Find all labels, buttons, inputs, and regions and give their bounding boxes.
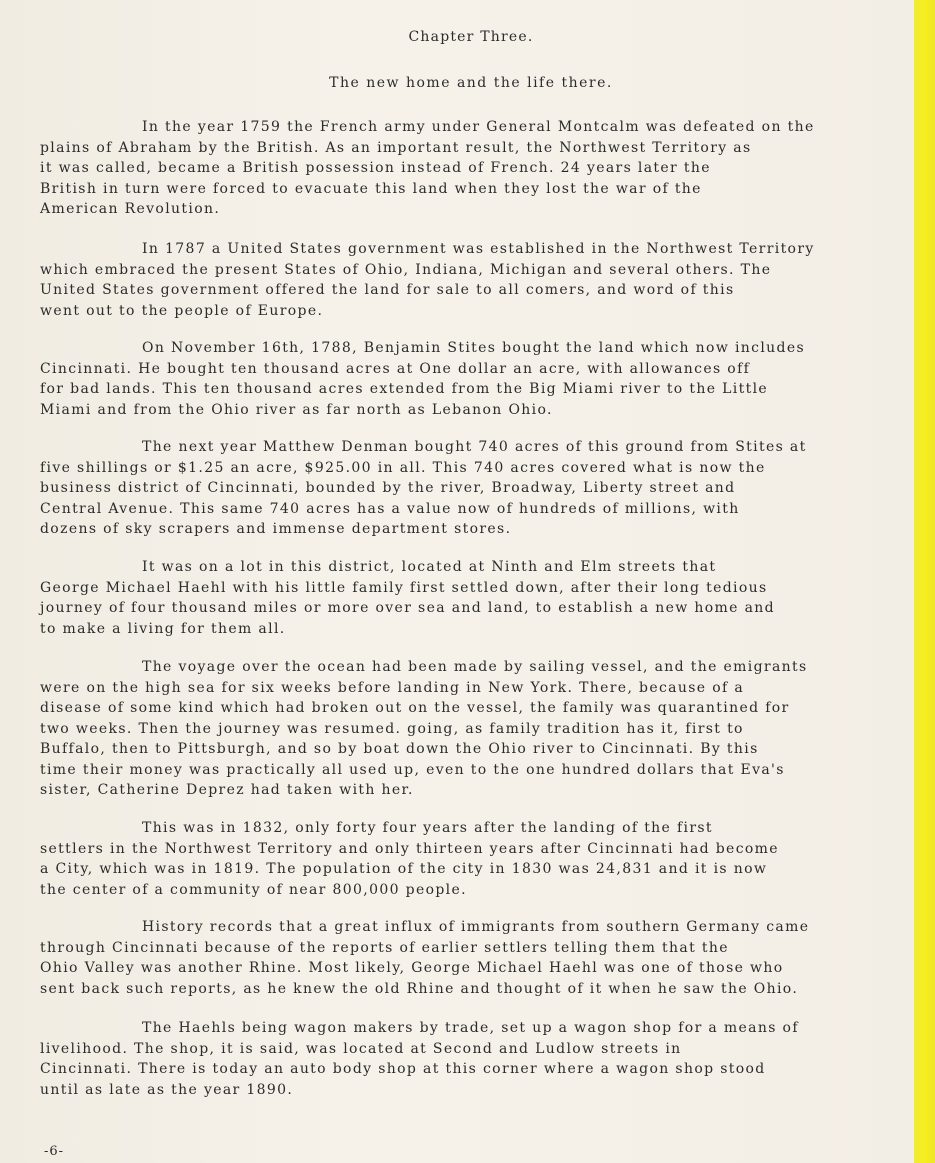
text-line: through Cincinnati because of the reports of earlier settlers telling them that the bbox=[40, 939, 729, 956]
paragraph-3 bbox=[40, 338, 912, 420]
text-line: to make a living for them all. bbox=[40, 620, 286, 637]
text-line: sent back such reports, as he knew the old Rhine and thought of it when he saw the Ohio. bbox=[40, 980, 799, 997]
chapter-heading: Chapter Three. bbox=[408, 29, 534, 45]
paragraph-7 bbox=[40, 818, 912, 900]
text-line: In 1787 a United States government was established in the Northwest Territory bbox=[142, 241, 815, 257]
text-line: it was called, became a British possession instead of French. 24 years later the bbox=[40, 160, 711, 176]
text-line: History records that a great influx of immigrants from southern Germany came bbox=[142, 919, 810, 935]
text-line: The Haehls being wagon makers by trade, set up a wagon shop for a means of bbox=[142, 1020, 799, 1036]
paragraph-9 bbox=[40, 1018, 912, 1100]
text-line: two weeks. Then the journey was resumed. going, as family tradition has it, first to bbox=[40, 720, 744, 737]
paragraph-2 bbox=[40, 239, 912, 321]
text-line: the center of a community of near 800,000 people. bbox=[40, 881, 467, 898]
text-line: sister, Catherine Deprez had taken with her. bbox=[40, 782, 414, 798]
text-line: It was on a lot in this district, located at Ninth and Elm streets that bbox=[142, 559, 717, 575]
text-line: This was in 1832, only forty four years after the landing of the first bbox=[142, 820, 713, 836]
text-line: Ohio Valley was another Rhine. Most likely, George Michael Haehl was one of those who bbox=[40, 960, 784, 976]
paragraph-8 bbox=[40, 917, 912, 999]
text-line: The next year Matthew Denman bought 740 acres of this ground from Stites at bbox=[142, 439, 807, 455]
text-line: Cincinnati. There is today an auto body shop at this corner where a wagon shop stood bbox=[40, 1061, 766, 1077]
text-line: British in turn were forced to evacuate this land when they lost the war of the bbox=[40, 180, 702, 197]
text-line: Buffalo, then to Pittsburgh, and so by boat down the Ohio river to Cincinnati. By this bbox=[40, 741, 759, 757]
text-line: On November 16th, 1788, Benjamin Stites bought the land which now includes bbox=[142, 340, 806, 356]
paragraph-4 bbox=[40, 437, 912, 540]
text-line: United States government offered the land for sale to all comers, and word of this bbox=[40, 282, 735, 298]
text-line: settlers in the Northwest Territory and only thirteen years after Cincinnati had become bbox=[40, 840, 779, 857]
text-line: went out to the people of Europe. bbox=[40, 302, 324, 319]
text-line: Cincinnati. He bought ten thousand acres at One dollar an acre, with allowances off bbox=[40, 360, 751, 377]
text-line: The voyage over the ocean had been made by sailing vessel, and the emigrants bbox=[142, 659, 808, 675]
text-line: which embraced the present States of Ohio, Indiana, Michigan and several others. The bbox=[40, 261, 772, 278]
text-line: Miami and from the Ohio river as far north as Lebanon Ohio. bbox=[40, 401, 553, 418]
text-line: for bad lands. This ten thousand acres extended from the Big Miami river to the Little bbox=[40, 381, 769, 397]
text-line: dozens of sky scrapers and immense department stores. bbox=[40, 521, 512, 537]
text-line: until as late as the year 1890. bbox=[40, 1081, 294, 1098]
paragraph-6 bbox=[40, 657, 912, 801]
text-line: plains of Abraham by the British. As an important result, the Northwest Territory as bbox=[40, 139, 752, 156]
text-line: a City, which was in 1819. The population of the city in 1830 was 24,831 and it is now bbox=[40, 861, 768, 877]
text-line: journey of four thousand miles or more over sea and land, to establish a new home and bbox=[40, 600, 775, 616]
text-line: In the year 1759 the French army under General Montcalm was defeated on the bbox=[142, 119, 815, 135]
text-line: business district of Cincinnati, bounded by the river, Broadway, Liberty street and bbox=[40, 480, 736, 496]
page-number: -6- bbox=[44, 1144, 65, 1159]
chapter-subtitle: The new home and the life there. bbox=[329, 75, 613, 91]
text-line: were on the high sea for six weeks before landing in New York. There, because of a bbox=[40, 679, 745, 696]
text-line: George Michael Haehl with his little family first settled down, after their long tedious bbox=[40, 579, 768, 596]
paragraph-5 bbox=[40, 557, 912, 639]
text-line: Central Avenue. This same 740 acres has a value now of hundreds of millions, with bbox=[40, 500, 740, 517]
paragraph-1 bbox=[40, 117, 912, 220]
text-line: five shillings or $1.25 an acre, $925.00 in all. This 740 acres covered what is now the bbox=[40, 459, 766, 476]
page-edge-highlight bbox=[914, 0, 935, 1163]
text-line: American Revolution. bbox=[40, 201, 221, 217]
text-line: livelihood. The shop, it is said, was located at Second and Ludlow streets in bbox=[40, 1040, 682, 1057]
text-line: disease of some kind which had broken out on the vessel, the family was quarantined for bbox=[40, 700, 790, 716]
text-line: time their money was practically all used up, even to the one hundred dollars that Eva's bbox=[40, 761, 785, 778]
